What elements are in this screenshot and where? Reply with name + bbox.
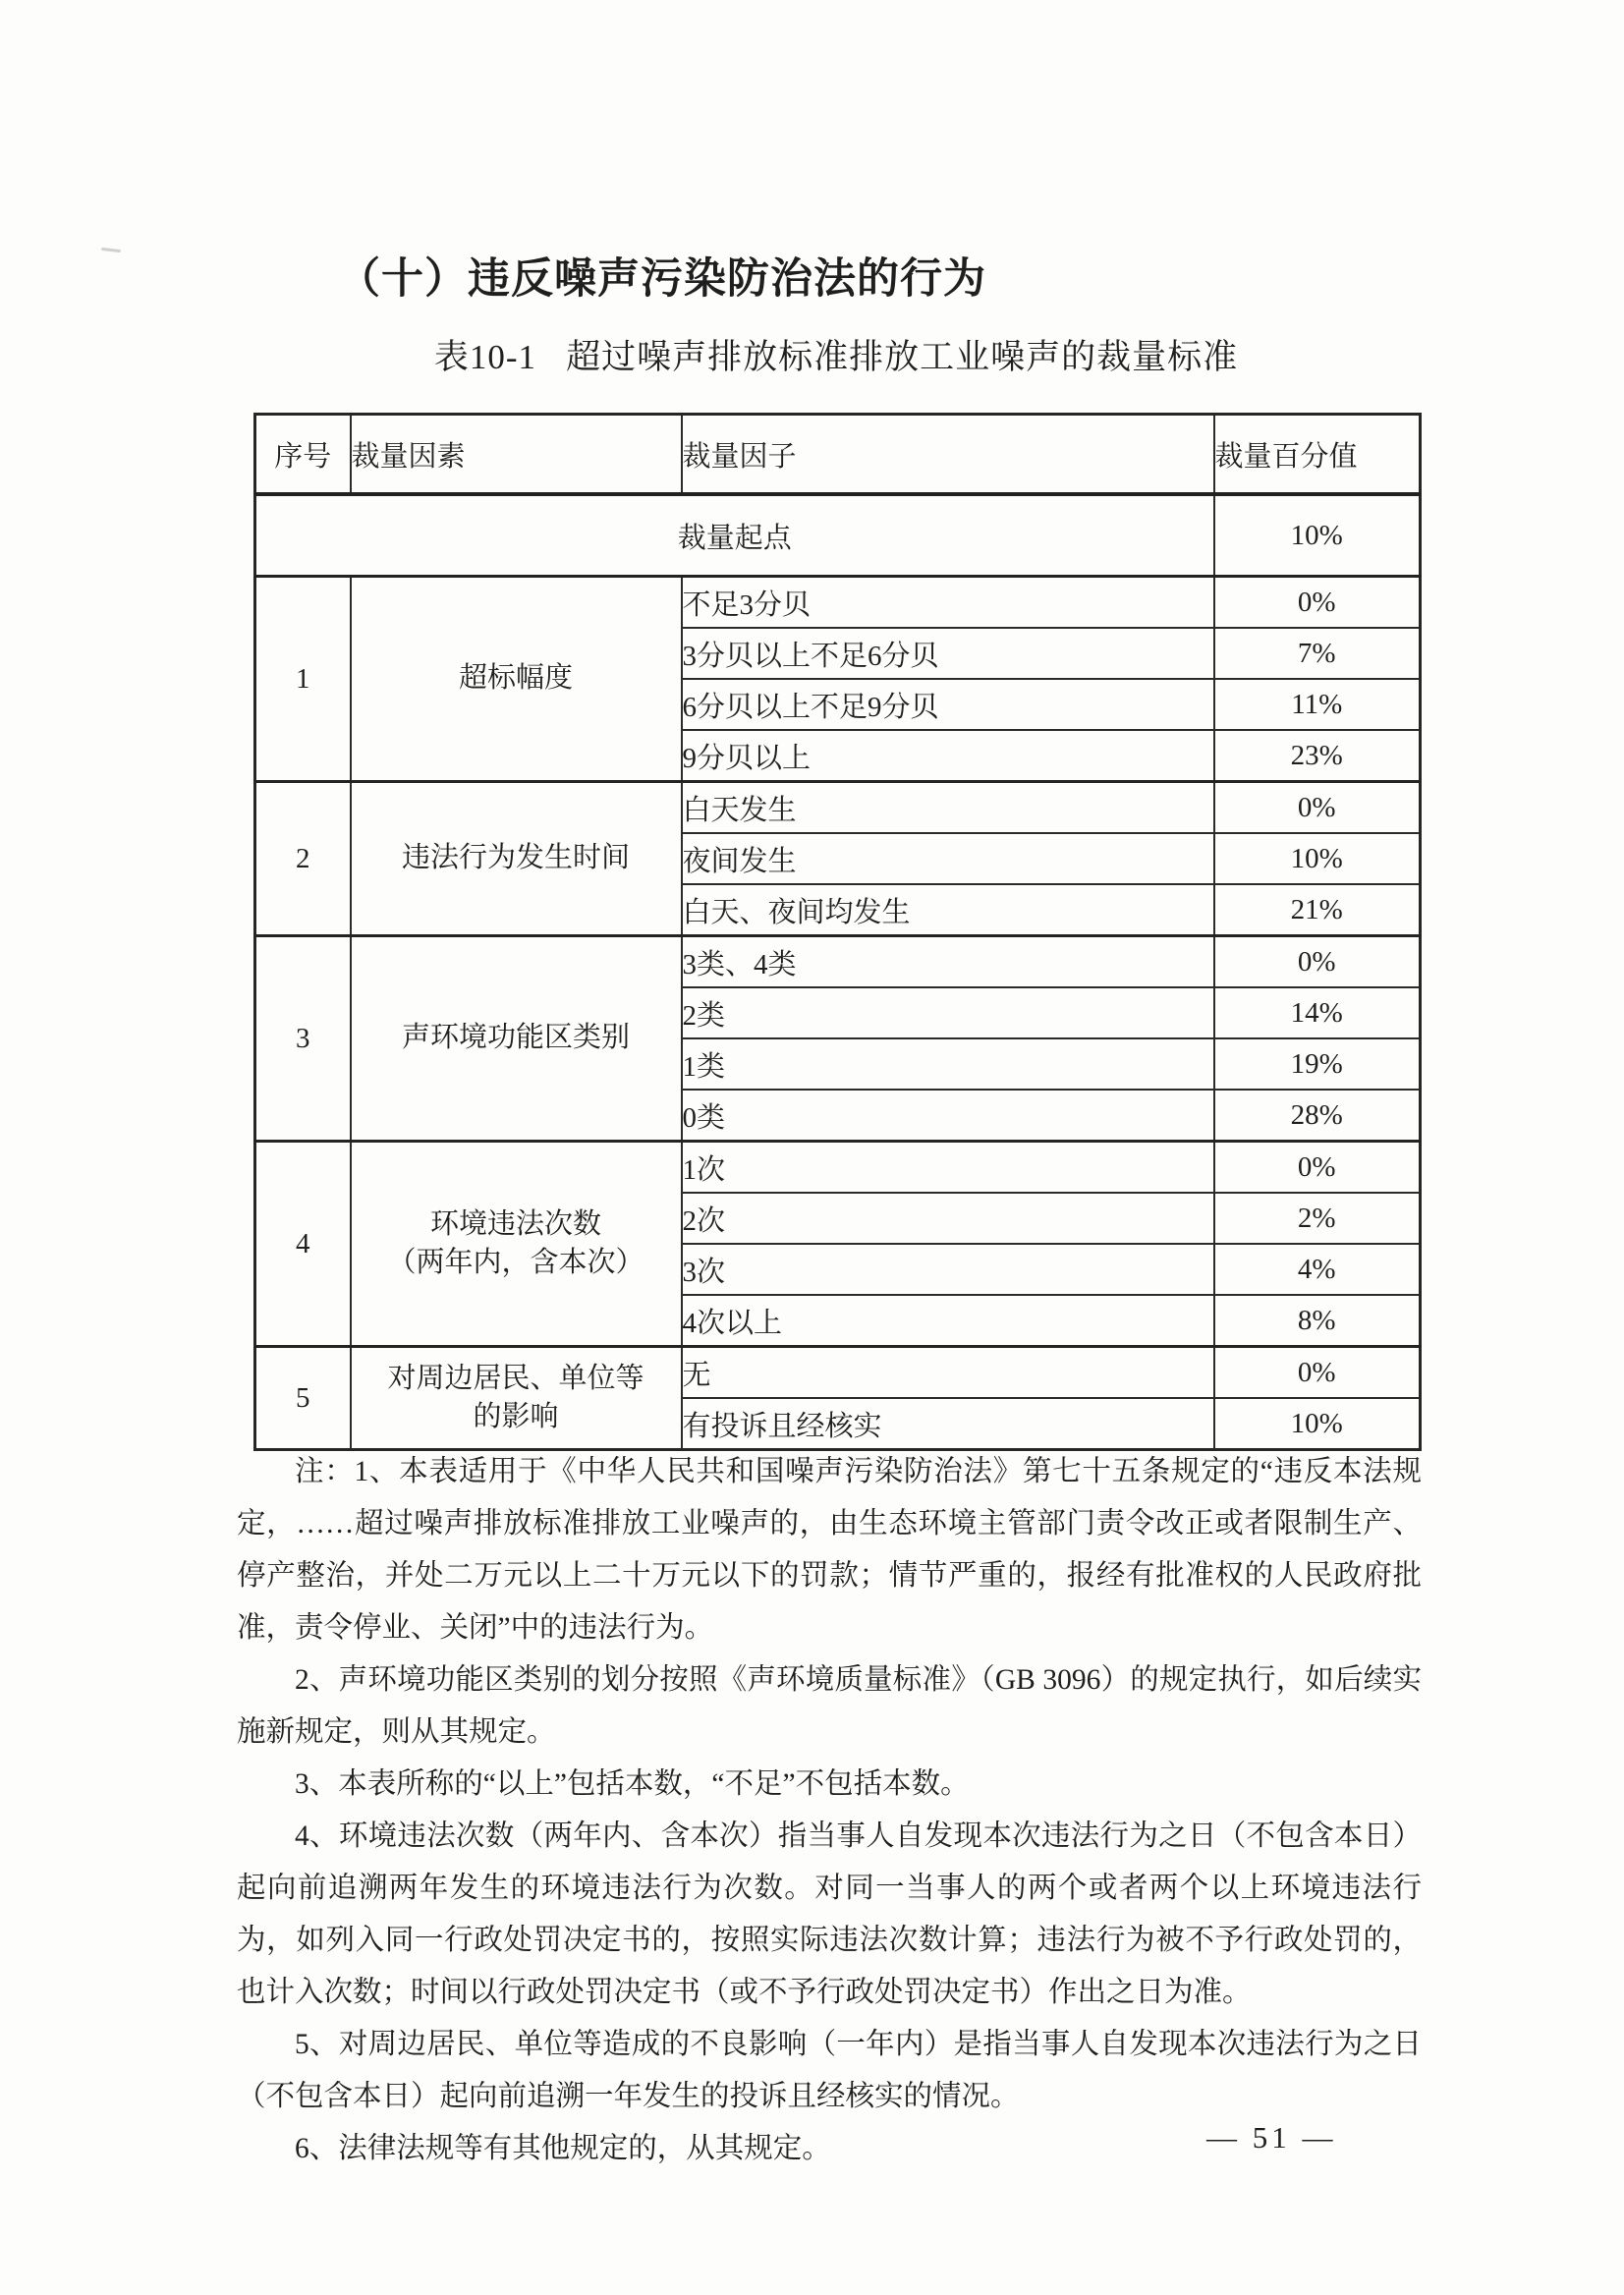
criterion-cell: 有投诉且经核实	[682, 1398, 1214, 1450]
criterion-cell: 2次	[682, 1193, 1214, 1244]
factor-line: （两年内，含本次）	[387, 1247, 644, 1278]
group-no: 3	[255, 936, 351, 1142]
value-cell: 10%	[1214, 1398, 1421, 1450]
criterion-cell: 1类	[682, 1038, 1214, 1090]
col-header-criterion: 裁量因子	[682, 415, 1214, 495]
value-cell: 21%	[1214, 884, 1421, 936]
value-cell: 8%	[1214, 1295, 1421, 1347]
table-row	[255, 782, 1421, 834]
factor-line: 超标幅度	[458, 662, 573, 695]
baseline-label: 裁量起点	[255, 494, 1214, 577]
table-row	[255, 1347, 1421, 1399]
col-header-factor: 裁量因素	[351, 415, 682, 495]
value-cell: 28%	[1214, 1090, 1421, 1142]
table-header-row	[255, 415, 1421, 495]
group-no: 4	[255, 1142, 351, 1347]
value-cell: 4%	[1214, 1244, 1421, 1295]
table-notes	[237, 1446, 1422, 2175]
table-label: 表10-1	[433, 338, 537, 376]
value-cell: 10%	[1214, 833, 1421, 884]
table-title-text: 超过噪声排放标准排放工业噪声的裁量标准	[566, 338, 1239, 376]
criterion-cell: 夜间发生	[682, 833, 1214, 884]
group-no: 1	[255, 577, 351, 782]
table-row	[255, 936, 1421, 988]
criterion-cell: 2类	[682, 987, 1214, 1038]
criterion-cell: 1次	[682, 1142, 1214, 1194]
group-no: 5	[255, 1347, 351, 1450]
criterion-cell: 4次以上	[682, 1295, 1214, 1347]
note-paragraph-1: 注：1、本表适用于《中华人民共和国噪声污染防治法》第七十五条规定的“违反本法规定，……超过噪声排放标准排放工业噪声的，由生态环境主管部门责令改正或者限制生产、停产整治，并处二万元以上二十万元以下的罚款；情节严重的，报经有批准权的人民政府批准，责令停业、关闭”中的违法行为。	[237, 1456, 1422, 1644]
factor-line: 的影响	[473, 1401, 559, 1432]
table-row	[255, 577, 1421, 629]
value-cell: 2%	[1214, 1193, 1421, 1244]
criterion-cell: 3分贝以上不足6分贝	[682, 628, 1214, 679]
table-caption	[253, 330, 1419, 379]
criterion-cell: 0类	[682, 1090, 1214, 1142]
note-paragraph-4: 4、环境违法次数（两年内、含本次）指当事人自发现本次违法行为之日（不包含本日）起向前追溯两年发生的环境违法行为次数。对同一当事人的两个或者两个以上环境违法行为，如列入同一行政处罚决定书的，按照实际违法次数计算；违法行为被不予行政处罚的，也计入次数；时间以行政处罚决定书（或不予行政处罚决定书）作出之日为准。	[237, 1820, 1422, 2008]
group-factor	[351, 782, 682, 936]
value-cell: 0%	[1214, 577, 1421, 629]
value-cell: 0%	[1214, 936, 1421, 988]
factor-line: 环境违法次数	[429, 1207, 601, 1240]
page-number: — 51 —	[1206, 2120, 1337, 2155]
note-paragraph-6: 6、法律法规等有其他规定的，从其规定。	[295, 2133, 831, 2164]
section-heading: （十）违反噪声污染防治法的行为	[338, 256, 986, 303]
criterion-cell: 6分贝以上不足9分贝	[682, 679, 1214, 730]
table-row	[255, 1142, 1421, 1194]
criterion-cell: 3次	[682, 1244, 1214, 1295]
criterion-cell: 不足3分贝	[682, 577, 1214, 629]
discretion-table	[253, 413, 1422, 1451]
value-cell: 23%	[1214, 730, 1421, 782]
value-cell: 0%	[1214, 1347, 1421, 1399]
factor-line: 违法行为发生时间	[401, 842, 630, 874]
scan-artifact	[101, 248, 121, 252]
value-cell: 0%	[1214, 782, 1421, 834]
value-cell: 14%	[1214, 987, 1421, 1038]
col-header-percentage: 裁量百分值	[1214, 415, 1421, 495]
group-factor	[351, 1347, 682, 1450]
group-no: 2	[255, 782, 351, 936]
baseline-value: 10%	[1214, 494, 1421, 577]
col-header-no: 序号	[255, 415, 351, 495]
factor-line: 声环境功能区类别	[401, 1022, 630, 1054]
factor-line: 对周边居民、单位等	[387, 1362, 644, 1394]
value-cell: 19%	[1214, 1038, 1421, 1090]
note-paragraph-3: 3、本表所称的“以上”包括本数，“不足”不包括本数。	[295, 1768, 970, 1800]
group-factor	[351, 1142, 682, 1347]
group-factor	[351, 577, 682, 782]
value-cell: 7%	[1214, 628, 1421, 679]
criterion-cell: 无	[682, 1347, 1214, 1399]
criterion-cell: 9分贝以上	[682, 730, 1214, 782]
group-factor	[351, 936, 682, 1142]
note-paragraph-5: 5、对周边居民、单位等造成的不良影响（一年内）是指当事人自发现本次违法行为之日（不包含本日）起向前追溯一年发生的投诉且经核实的情况。	[237, 2029, 1422, 2112]
note-paragraph-2: 2、声环境功能区类别的划分按照《声环境质量标准》（GB 3096）的规定执行，如后续实施新规定，则从其规定。	[237, 1664, 1422, 1748]
value-cell: 0%	[1214, 1142, 1421, 1194]
baseline-row	[255, 494, 1421, 577]
criterion-cell: 白天、夜间均发生	[682, 884, 1214, 936]
criterion-cell: 白天发生	[682, 782, 1214, 834]
criterion-cell: 3类、4类	[682, 936, 1214, 988]
value-cell: 11%	[1214, 679, 1421, 730]
